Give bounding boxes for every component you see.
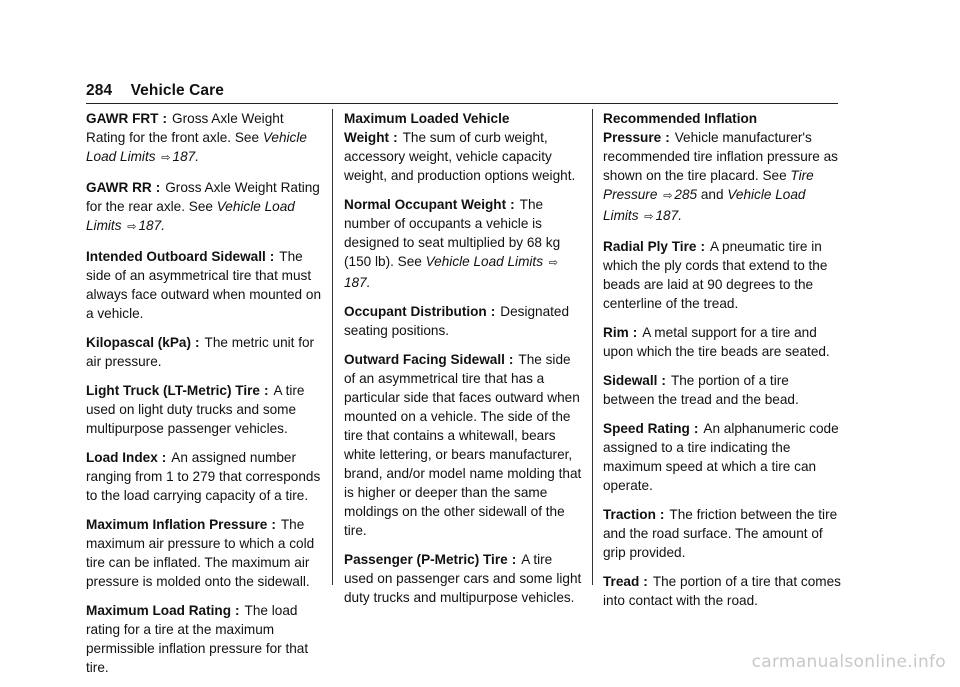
page-arrow-icon: ⇨ — [161, 152, 171, 164]
glossary-definition: The load rating for a tire at the maximum permissible inflation pressure for that tire. — [86, 603, 309, 675]
term-separator: : — [643, 574, 648, 589]
term-separator: : — [508, 352, 514, 367]
glossary-entry — [86, 178, 324, 237]
term-separator: : — [235, 603, 240, 618]
glossary-term: Maximum Loaded Vehicle Weight — [344, 111, 510, 145]
glossary-term: GAWR FRT — [86, 111, 159, 126]
glossary-definition: Gross Axle Weight Rating for the rear axle. See — [86, 180, 320, 214]
term-separator: : — [510, 197, 515, 212]
glossary-definition: A tire used on light duty trucks and some multipurpose passenger vehicles. — [86, 383, 305, 436]
glossary-term: Passenger (P-Metric) Tire — [344, 552, 508, 567]
glossary-entry — [344, 550, 582, 607]
glossary-entry — [603, 572, 841, 610]
term-separator: : — [263, 383, 269, 398]
column-divider-2 — [592, 109, 593, 585]
cross-reference-link[interactable]: Vehicle Load Limits — [86, 130, 307, 164]
term-separator: : — [195, 335, 200, 350]
glossary-entry — [603, 371, 841, 409]
glossary-entry — [344, 195, 582, 292]
cross-reference-link[interactable]: Tire Pressure — [603, 168, 814, 202]
glossary-term: Recommended Inflation Pressure — [603, 111, 758, 145]
glossary-entry — [603, 109, 841, 227]
term-separator: : — [632, 325, 638, 340]
glossary-term: Tread — [603, 574, 640, 589]
term-separator: : — [271, 517, 276, 532]
column-1 — [86, 109, 324, 687]
term-separator: : — [511, 552, 517, 567]
column-2 — [344, 109, 582, 617]
glossary-term: Normal Occupant Weight — [344, 197, 507, 212]
section-title: Vehicle Care — [130, 82, 224, 99]
glossary-definition: The metric unit for air pressure. — [86, 335, 315, 369]
glossary-entry — [86, 448, 324, 505]
glossary-definition: A pneumatic tire in which the ply cords that extend to the beads are laid at 90 degrees to the centerline of the tread. — [603, 239, 828, 311]
glossary-term: Light Truck (LT-Metric) Tire — [86, 383, 260, 398]
glossary-entry — [86, 333, 324, 371]
term-separator: : — [693, 421, 699, 436]
glossary-term: Rim — [603, 325, 629, 340]
page-reference[interactable]: 187 — [138, 218, 162, 233]
cross-reference-link[interactable]: Vehicle Load Limits — [603, 187, 806, 223]
glossary-entry — [603, 237, 841, 313]
glossary-definition: The number of occupants a vehicle is designed to seat multiplied by 68 kg (150 lb). See — [344, 197, 561, 269]
glossary-entry — [86, 601, 324, 677]
page-number: 284 — [86, 82, 113, 99]
glossary-term: Sidewall — [603, 373, 658, 388]
glossary-definition: The friction between the tire and the road surface. The amount of grip provided. — [603, 507, 838, 560]
column-3 — [603, 109, 841, 620]
term-separator: : — [490, 304, 496, 319]
term-separator: : — [393, 130, 398, 145]
conjunction: and — [700, 187, 724, 202]
glossary-entry — [86, 109, 324, 168]
glossary-term: Occupant Distribution — [344, 304, 487, 319]
term-separator: : — [269, 249, 275, 264]
glossary-term: Load Index — [86, 450, 158, 465]
glossary-entry — [344, 350, 582, 540]
period: . — [195, 149, 199, 164]
term-separator: : — [659, 507, 665, 522]
glossary-definition: Vehicle manufacturer's recommended tire inflation pressure as shown on the tire placard. See — [603, 130, 838, 183]
glossary-definition: The portion of a tire between the tread and the bead. — [603, 373, 799, 407]
glossary-definition: An alphanumeric code assigned to a tire indicating the maximum speed at which a tire can operate. — [603, 421, 839, 493]
glossary-term: GAWR RR — [86, 180, 152, 195]
page-reference[interactable]: 285 — [674, 187, 698, 202]
glossary-definition: A metal support for a tire and upon which the tire beads are seated. — [603, 325, 830, 359]
glossary-term: Maximum Load Rating — [86, 603, 232, 618]
term-separator: : — [162, 111, 168, 126]
glossary-definition: The sum of curb weight, accessory weight, vehicle capacity weight, and production options weight. — [344, 130, 576, 183]
cross-reference-link[interactable]: Vehicle Load Limits — [425, 254, 543, 269]
column-divider-1 — [332, 109, 333, 585]
glossary-entry — [344, 302, 582, 340]
glossary-definition: Gross Axle Weight Rating for the front axle. See — [86, 111, 284, 145]
glossary-entry — [344, 109, 582, 185]
glossary-term: Maximum Inflation Pressure — [86, 517, 268, 532]
glossary-term: Outward Facing Sidewall — [344, 352, 505, 367]
glossary-term: Kilopascal (kPa) — [86, 335, 192, 350]
glossary-term: Radial Ply Tire — [603, 239, 697, 254]
period: . — [678, 208, 682, 223]
term-separator: : — [155, 180, 161, 195]
glossary-term: Speed Rating — [603, 421, 690, 436]
glossary-definition: The side of an asymmetrical tire that must always face outward when mounted on a vehicle. — [86, 249, 322, 321]
glossary-definition: The maximum air pressure to which a cold tire can be inflated. The maximum air pressure is molded onto the sidewall. — [86, 517, 315, 589]
watermark: carmanualsonline.info — [751, 652, 946, 672]
glossary-definition: The side of an asymmetrical tire that has a particular side that faces outward when mounted on a vehicle. The side of the tire that contains a whitewall, bears white lettering, or bears manufacturer, brand, and/or model name molding that is higher or deeper than the same moldings on the other sidewall of the tire. — [344, 352, 582, 538]
glossary-term: Intended Outboard Sidewall — [86, 249, 266, 264]
term-separator: : — [700, 239, 705, 254]
glossary-entry — [603, 505, 841, 562]
page-arrow-icon: ⇨ — [644, 211, 654, 223]
page-arrow-icon: ⇨ — [548, 257, 558, 269]
term-separator: : — [665, 130, 670, 145]
glossary-entry — [86, 515, 324, 591]
glossary-entry — [86, 381, 324, 438]
period: . — [366, 275, 371, 290]
page-reference[interactable]: 187 — [655, 208, 679, 223]
glossary-entry — [86, 247, 324, 323]
term-separator: : — [161, 450, 167, 465]
glossary-definition: Designated seating positions. — [344, 304, 570, 338]
term-separator: : — [661, 373, 666, 388]
header-rule — [86, 103, 838, 104]
period: . — [161, 218, 165, 233]
page-header — [86, 82, 224, 100]
glossary-entry — [603, 419, 841, 495]
glossary-entry — [603, 323, 841, 361]
glossary-definition: An assigned number ranging from 1 to 279 that corresponds to the load carrying capacity of a tire. — [86, 450, 321, 503]
page-arrow-icon: ⇨ — [663, 190, 673, 202]
glossary-definition: A tire used on passenger cars and some light duty trucks and multipurpose vehicles. — [344, 552, 582, 605]
cross-reference-link[interactable]: Vehicle Load Limits — [86, 199, 295, 233]
page-reference[interactable]: 187 — [344, 275, 367, 290]
page-reference[interactable]: 187 — [172, 149, 196, 164]
glossary-definition: The portion of a tire that comes into contact with the road. — [603, 574, 841, 608]
page-arrow-icon: ⇨ — [127, 221, 137, 233]
glossary-term: Traction — [603, 507, 656, 522]
